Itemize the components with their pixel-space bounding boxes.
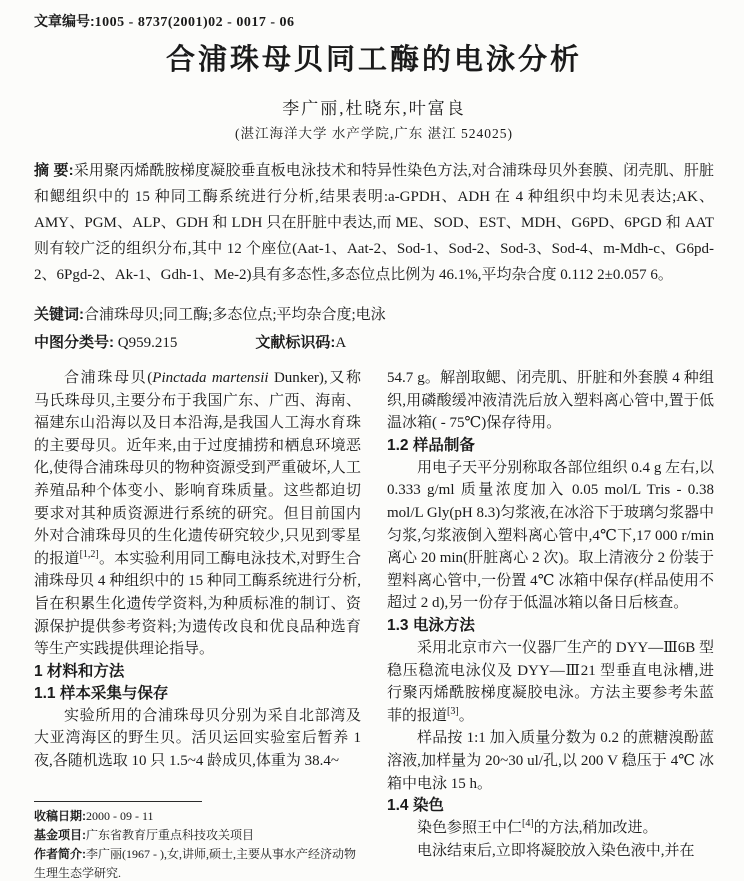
footnote-divider bbox=[34, 801, 202, 802]
citation-4: [4] bbox=[522, 818, 534, 830]
footnote-block bbox=[34, 801, 361, 881]
doc-code-value: A bbox=[335, 335, 347, 351]
section-1-2-paragraph: 用电子天平分别称取各部位组织 0.4 g 左右,以 0.333 g/ml 质量浓度加入 0.05 mol/L Tris - 0.38 mol/L Gly(pH 8.3)匀浆液,在冰浴下于玻璃匀浆器中匀浆,匀浆液倒入塑料离心管中,4℃下,17 000 r/min 离心 20 min(肝脏离心 2 次)。取上清液分 2 份装于塑料离心管中,一份置 4℃ 冰箱中保存(样品使用不超过 2 d),另一份存于低温冰箱以备日后核查。 bbox=[387, 459, 714, 612]
affiliation: (湛江海洋大学 水产学院,广东 湛江 524025) bbox=[235, 126, 513, 141]
bio-label: 作者简介: bbox=[34, 847, 86, 861]
authors: 李广丽,杜晓东,叶富良 bbox=[282, 99, 466, 118]
section-1-1-heading: 1.1 样本采集与保存 bbox=[34, 684, 169, 702]
left-column bbox=[34, 367, 361, 881]
body-columns bbox=[34, 367, 714, 881]
footnote-fund bbox=[34, 826, 361, 845]
continued-paragraph: 54.7 g。解剖取鳃、闭壳肌、肝脏和外套膜 4 种组织,用磷酸缓冲液清洗后放入塑料离心管中,置于低温冰箱( - 75℃)保存待用。 bbox=[387, 370, 714, 432]
right-column bbox=[387, 367, 714, 881]
received-date: 2000 - 09 - 11 bbox=[86, 809, 154, 823]
section-1-2-heading: 1.2 样品制备 bbox=[387, 436, 475, 454]
footnote-received bbox=[34, 807, 361, 826]
intro-text-2: Dunker),又称马氏珠母贝,主要分布于我国广东、广西、海南、福建东山沿海以及日本沿海,是我国人工海水育珠的主要母贝。近年来,由于过度捕捞和栖息环境恶化,使得合浦珠母贝的物种资源受到严重破坏,人工养殖品种个体变小、影响育珠质量。这些都迫切要求对其种质资源进行系统的研究。但目前国内外对合浦珠母贝的生化遗传研究较少,只见到零星的报道 bbox=[34, 370, 361, 567]
section-1-heading: 1 材料和方法 bbox=[34, 662, 125, 680]
citation-1-2: [1,2] bbox=[79, 548, 99, 560]
article-id bbox=[34, 12, 714, 32]
section-1-4-paragraph-2: 电泳结束后,立即将凝胶放入染色液中,并在 bbox=[417, 842, 695, 859]
article-id-label: 文章编号: bbox=[34, 13, 95, 29]
fund-label: 基金项目: bbox=[34, 828, 86, 842]
footnote-bio bbox=[34, 845, 361, 881]
intro-text-3: 。本实验利用同工酶电泳技术,对野生合浦珠母贝 4 种组织中的 15 种同工酶系统进行分析,旨在积累生化遗传学资料,为种质标准的制订、资源保护提供参考资料;为遗传改良和优良品种选育等生产实践提供理论指导。 bbox=[34, 550, 361, 658]
section-1-4-text-1: 染色参照王中仁 bbox=[417, 820, 523, 837]
section-1-1-paragraph: 实验所用的合浦珠母贝分别为采自北部湾及大亚湾海区的野生贝。活贝运回实验室后暂养 1 夜,各随机选取 10 只 1.5~4 龄成贝,体重为 38.4~ bbox=[34, 707, 361, 769]
abstract-text: 采用聚丙烯酰胺梯度凝胶垂直板电泳技术和特异性染色方法,对合浦珠母贝外套膜、闭壳肌、肝脏和鳃组织中的 15 种同工酶系统进行分析,结果表明:a-GPDH、ADH 在 4 种组织中均未见表达;AK、AMY、PGM、ALP、GDH 和 LDH 只在肝脏中表达,而 ME、SOD、EST、MDH、G6PD、6PGD 和 AAT 则有较广泛的组织分布,其中 12 个座位(Aat-1、Aat-2、Sod-1、Sod-2、Sod-3、Sod-4、m-Mdh-c、G6pd-2、6Pgd-2、Ak-1、Gdh-1、Me-2)具有多态性,多态位点比例为 46.1%,平均杂合度 0.112 2±0.057 6。 bbox=[34, 163, 714, 283]
intro-paragraph bbox=[34, 367, 361, 661]
species-name: Pinctada martensii bbox=[152, 370, 269, 386]
section-1-4-heading: 1.4 染色 bbox=[387, 797, 444, 815]
doc-code bbox=[255, 331, 346, 355]
fund-text: 广东省教育厅重点科技攻关项目 bbox=[86, 828, 255, 842]
section-1-3-text-1: 采用北京市六一仪器厂生产的 DYY—Ⅲ6B 型稳压稳流电泳仪及 DYY—Ⅲ21 型垂直电泳槽,进行聚丙烯酰胺梯度凝胶电泳。方法主要参考朱蓝菲的报道 bbox=[387, 639, 714, 724]
section-1-4-text-2: 的方法,稍加改进。 bbox=[533, 820, 658, 837]
intro-text-1: 合浦珠母贝( bbox=[64, 370, 153, 386]
bio-text: 李广丽(1967 - ),女,讲师,硕士,主要从事水产经济动物生理生态学研究. bbox=[34, 847, 356, 880]
clc-value: Q959.215 bbox=[117, 335, 178, 351]
article-id-value: 1005 - 8737(2001)02 - 0017 - 06 bbox=[94, 15, 295, 30]
doc-code-label: 文献标识码: bbox=[255, 334, 336, 351]
section-1-3-text-2: 。 bbox=[458, 707, 474, 724]
clc-number bbox=[34, 331, 177, 355]
paper-title: 合浦珠母贝同工酶的电泳分析 bbox=[165, 44, 582, 76]
section-1-3-heading: 1.3 电泳方法 bbox=[387, 616, 475, 634]
keywords-label: 关键词: bbox=[34, 306, 84, 323]
classification-row bbox=[34, 331, 714, 355]
abstract bbox=[34, 158, 714, 288]
section-1-4-paragraph-1 bbox=[387, 817, 714, 840]
section-1-3-paragraph-1 bbox=[387, 637, 714, 727]
keywords bbox=[34, 303, 714, 327]
keywords-text: 合浦珠母贝;同工酶;多态位点;平均杂合度;电泳 bbox=[84, 307, 386, 323]
abstract-label: 摘 要: bbox=[34, 162, 74, 179]
section-1-3-paragraph-2: 样品按 1:1 加入质量分数为 0.2 的蔗糖溴酚蓝溶液,加样量为 20~30 ul/孔,以 200 V 稳压于 4℃ 冰箱中电泳 15 h。 bbox=[387, 730, 714, 792]
received-label: 收稿日期: bbox=[34, 809, 86, 823]
clc-label: 中图分类号: bbox=[34, 334, 114, 351]
citation-3: [3] bbox=[447, 705, 459, 717]
